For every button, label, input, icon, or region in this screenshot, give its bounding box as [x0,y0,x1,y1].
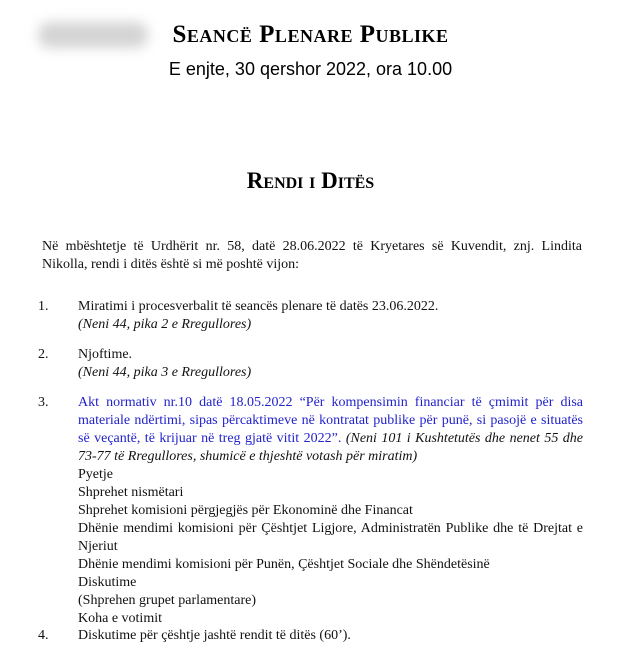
item-step: Shprehet komisioni përgjegjës për Ekonominë dhe Financat [78,503,413,518]
agenda-item-3 [78,394,583,628]
item-number: 3. [38,395,49,410]
session-title: Seancë Plenare Publike [172,21,449,48]
item-number: 4. [38,628,49,643]
item-step: (Shprehen grupet parlamentare) [78,593,257,608]
item-note: (Neni 101 i Kushtetutës dhe nenet 55 dhe 73-77 të Rregullores, shumicë e thjeshtë votash për miratim) [78,431,583,464]
item-step: Dhënie mendimi komisioni për Punën, Çështjet Sociale dhe Shëndetësinë [78,557,490,572]
intro-paragraph: Në mbështetje të Urdhërit nr. 58, datë 28.06.2022 të Kryetares së Kuvendit, znj. Lindita Nikolla, rendi i ditës është si më poshtë vijon: [42,239,582,272]
item-text-block [78,394,583,466]
item-note: (Neni 44, pika 3 e Rregullores) [78,365,252,380]
item-step: Pyetje [78,467,113,482]
agenda-item-4 [78,627,583,645]
agenda-heading: Rendi i Ditës [246,168,375,193]
item-number: 2. [38,347,49,362]
agenda-item-1 [78,298,583,334]
item-text: Miratimi i procesverbalit të seancës plenare të datës 23.06.2022. [78,299,439,314]
item-note: (Neni 44, pika 2 e Rregullores) [78,317,252,332]
agenda-item-2 [78,346,583,382]
item-text: Akt normativ nr.10 datë 18.05.2022 “Për kompensimin financiar të çmimit për disa materiale ndërtimi, sipas përcaktimeve në kontratat publike për punë, si pasojë e situatës së veçantë, të krijuar në treg gjatë vitit 2022”. [78,395,583,446]
item-step: Diskutime [78,575,137,590]
session-date: E enjte, 30 qershor 2022, ora 10.00 [168,59,453,79]
item-text: Diskutime për çështje jashtë rendit të ditës (60’). [78,628,351,643]
item-number: 1. [38,299,49,314]
item-step: Dhënie mendimi komisioni për Çështjet Ligjore, Administratën Publike dhe të Drejtat e Njeriut [78,521,583,554]
item-step: Shprehet nismëtari [78,485,184,500]
item-text: Njoftime. [78,347,133,362]
item-step: Koha e votimit [78,611,162,626]
